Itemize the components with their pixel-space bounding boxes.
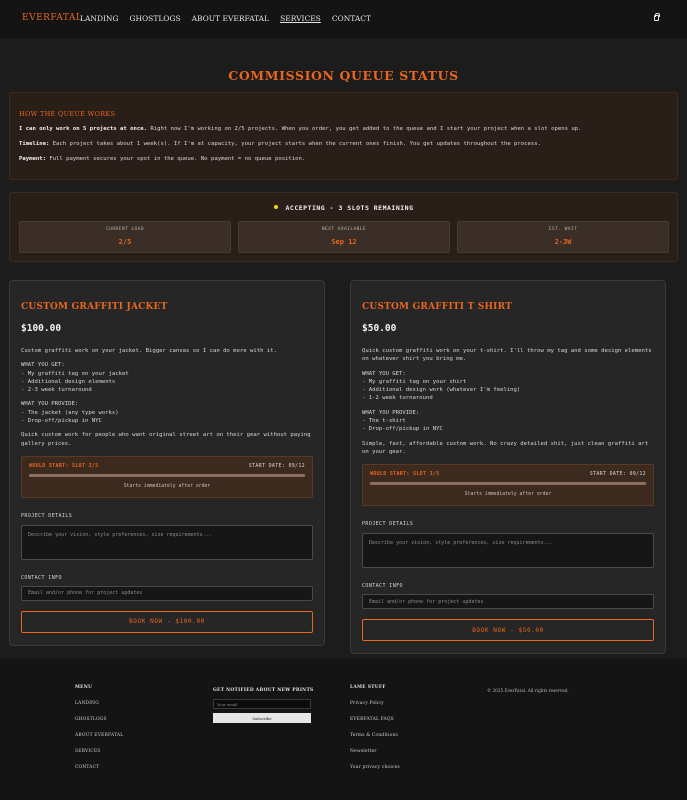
- list-item: - My graffiti tag on your jacket: [21, 370, 129, 377]
- footer-link-about[interactable]: ABOUT EVERFATAL: [75, 733, 124, 738]
- project-details-input[interactable]: [362, 533, 654, 568]
- footer-link-terms[interactable]: Terms & Conditions: [350, 733, 398, 738]
- queue-position-box: [21, 456, 313, 498]
- queue-start-date: START DATE: 09/12: [589, 471, 646, 478]
- product-description: Custom graffiti work on your jacket. Bigger canvas so I can do more with it.: [21, 348, 277, 354]
- footer-link-contact[interactable]: CONTACT: [75, 765, 100, 770]
- queue-info-payment: [19, 156, 668, 162]
- what-you-get-title: WHAT YOU GET:: [21, 362, 65, 369]
- newsletter-email-input[interactable]: [213, 699, 311, 709]
- book-now-button[interactable]: BOOK NOW - $50.00: [362, 619, 654, 641]
- product-card-jacket: [9, 280, 325, 646]
- queue-status-panel: [9, 192, 678, 262]
- footer-copyright: [487, 688, 569, 693]
- list-item: - The t-shirt: [362, 418, 406, 425]
- contact-info-label: CONTACT INFO: [21, 574, 62, 581]
- project-details-label: PROJECT DETAILS: [21, 512, 73, 519]
- stat-label: NEXT AVAILABLE: [321, 227, 367, 232]
- list-item: - Drop-off/pickup in NYC: [21, 418, 102, 425]
- stat-est-wait: [457, 221, 669, 253]
- queue-position-box: [362, 464, 654, 506]
- nav-link-contact[interactable]: CONTACT: [331, 14, 372, 23]
- site-footer: [0, 659, 687, 800]
- queue-info-title: HOW THE QUEUE WORKS: [19, 110, 116, 118]
- status-headline-text: ACCEPTING - 3 SLOTS REMAINING: [285, 204, 414, 212]
- stat-label: EST. WAIT: [548, 227, 578, 232]
- timeline-text: Each project takes about 1 week(s). If I'm at capacity, your project starts when the current ones finish. You get updates throughout the process.: [49, 141, 541, 147]
- list-item: - Additional design elements: [21, 378, 116, 385]
- book-now-button[interactable]: BOOK NOW - $100.00: [21, 611, 313, 633]
- footer-link-newsletter[interactable]: Newsletter: [350, 749, 377, 754]
- list-item: - 1-2 week turnaround: [362, 395, 433, 402]
- queue-progress-bar: [29, 474, 305, 477]
- queue-info-capacity: [19, 126, 668, 132]
- list-item: - My graffiti tag on your shirt: [362, 378, 467, 385]
- queue-progress-fill: [29, 474, 305, 477]
- what-you-provide: [21, 400, 313, 425]
- nav-link-services[interactable]: SERVICES: [280, 14, 321, 23]
- product-price: $50.00: [362, 323, 397, 334]
- footer-menu-title: MENU: [75, 685, 93, 690]
- footer-link-privacy-policy[interactable]: Privacy Policy: [350, 701, 384, 706]
- payment-text: Full payment secures your spot in the queue. No payment = no queue position.: [45, 156, 306, 162]
- footer-link-services[interactable]: SERVICES: [75, 749, 101, 754]
- queue-note: Starts immediately after order: [464, 492, 552, 498]
- footer-link-privacy-choices[interactable]: Your privacy choices: [350, 765, 400, 770]
- footer-link-landing[interactable]: LANDING: [75, 701, 99, 706]
- product-description: Quick custom graffiti work on your t-shirt. I'll throw my tag and some design elements on whatever shirt you bring me.: [362, 348, 652, 363]
- site-logo[interactable]: EVERFATAL: [22, 13, 83, 23]
- nav-link-about[interactable]: ABOUT EVERFATAL: [191, 14, 270, 23]
- footer-lame-stuff: [350, 685, 400, 770]
- top-nav: [0, 0, 687, 38]
- queue-progress-bar: [370, 482, 646, 485]
- footer-menu: [75, 685, 123, 770]
- footer-link-faqs[interactable]: EVERFATAL FAQS: [350, 717, 394, 722]
- nav-link-ghostlogs[interactable]: GHOSTLOGS: [129, 14, 181, 23]
- capacity-text: Right now I'm working on 2/5 projects. When you order, you get added to the queue and I start your project when a slot opens up.: [146, 126, 582, 132]
- what-you-provide-title: WHAT YOU PROVIDE:: [21, 401, 79, 408]
- stat-value: Sep 12: [331, 238, 357, 246]
- contact-info-label: CONTACT INFO: [362, 583, 403, 590]
- list-item: - The jacket (any type works): [21, 409, 119, 416]
- nav-link-landing[interactable]: LANDING: [80, 14, 119, 23]
- contact-info-input[interactable]: [362, 594, 654, 609]
- list-item: - 2-3 week turnaround: [21, 387, 92, 394]
- shopping-bag-icon[interactable]: [654, 15, 659, 21]
- stat-current-load: [19, 221, 231, 253]
- status-dot-icon: [274, 205, 278, 209]
- queue-progress-fill: [370, 482, 646, 485]
- what-you-get-title: WHAT YOU GET:: [362, 370, 406, 377]
- product-title: CUSTOM GRAFFITI T SHIRT: [362, 302, 512, 312]
- footer-link-ghostlogs[interactable]: GHOSTLOGS: [75, 717, 107, 722]
- product-card-tshirt: [350, 280, 666, 654]
- queue-slot: WOULD START: SLOT 3/5: [370, 471, 440, 478]
- product-price: $100.00: [21, 323, 62, 334]
- stat-label: CURRENT LOAD: [106, 227, 144, 232]
- capacity-label: I can only work on 5 projects at once.: [19, 126, 147, 132]
- queue-info-panel: [9, 92, 678, 180]
- timeline-label: Timeline:: [19, 141, 50, 147]
- stat-value: 2/5: [118, 238, 132, 246]
- queue-info-timeline: [19, 141, 668, 147]
- subscribe-button[interactable]: Subscribe: [213, 713, 311, 723]
- footer-newsletter: [213, 688, 314, 723]
- footer-lame-title: LAME STUFF: [350, 685, 386, 690]
- page-title: COMMISSION QUEUE STATUS: [228, 68, 459, 83]
- list-item: - Drop-off/pickup in NYC: [362, 426, 443, 433]
- project-details-input[interactable]: [21, 525, 313, 560]
- list-item: - Additional design work (whatever I'm feeling): [362, 387, 521, 394]
- what-you-provide-title: WHAT YOU PROVIDE:: [362, 409, 420, 416]
- project-details-label: PROJECT DETAILS: [362, 521, 414, 528]
- stat-next-available: [238, 221, 450, 253]
- nav-links: [80, 14, 371, 23]
- queue-slot: WOULD START: SLOT 3/5: [29, 462, 99, 469]
- newsletter-title: GET NOTIFIED ABOUT NEW PRINTS: [213, 688, 314, 693]
- what-you-get: [362, 370, 654, 403]
- product-closing: Quick custom work for people who want original street art on their gear without paying gallery prices.: [21, 432, 311, 447]
- what-you-get: [21, 361, 313, 394]
- product-title: CUSTOM GRAFFITI JACKET: [21, 302, 168, 312]
- queue-status-headline: [10, 204, 677, 212]
- stat-value: 2-3W: [554, 238, 572, 246]
- copyright-text: © 2025 EverFatal. All rights reserved.: [487, 688, 569, 693]
- payment-label: Payment:: [19, 156, 46, 162]
- queue-note: Starts immediately after order: [123, 483, 211, 489]
- contact-info-input[interactable]: [21, 586, 313, 601]
- what-you-provide: [362, 409, 654, 434]
- product-closing: Simple, fast, affordable custom work. No crazy detailed shit, just clean graffiti art on your gear.: [362, 440, 649, 455]
- queue-start-date: START DATE: 09/12: [248, 462, 305, 469]
